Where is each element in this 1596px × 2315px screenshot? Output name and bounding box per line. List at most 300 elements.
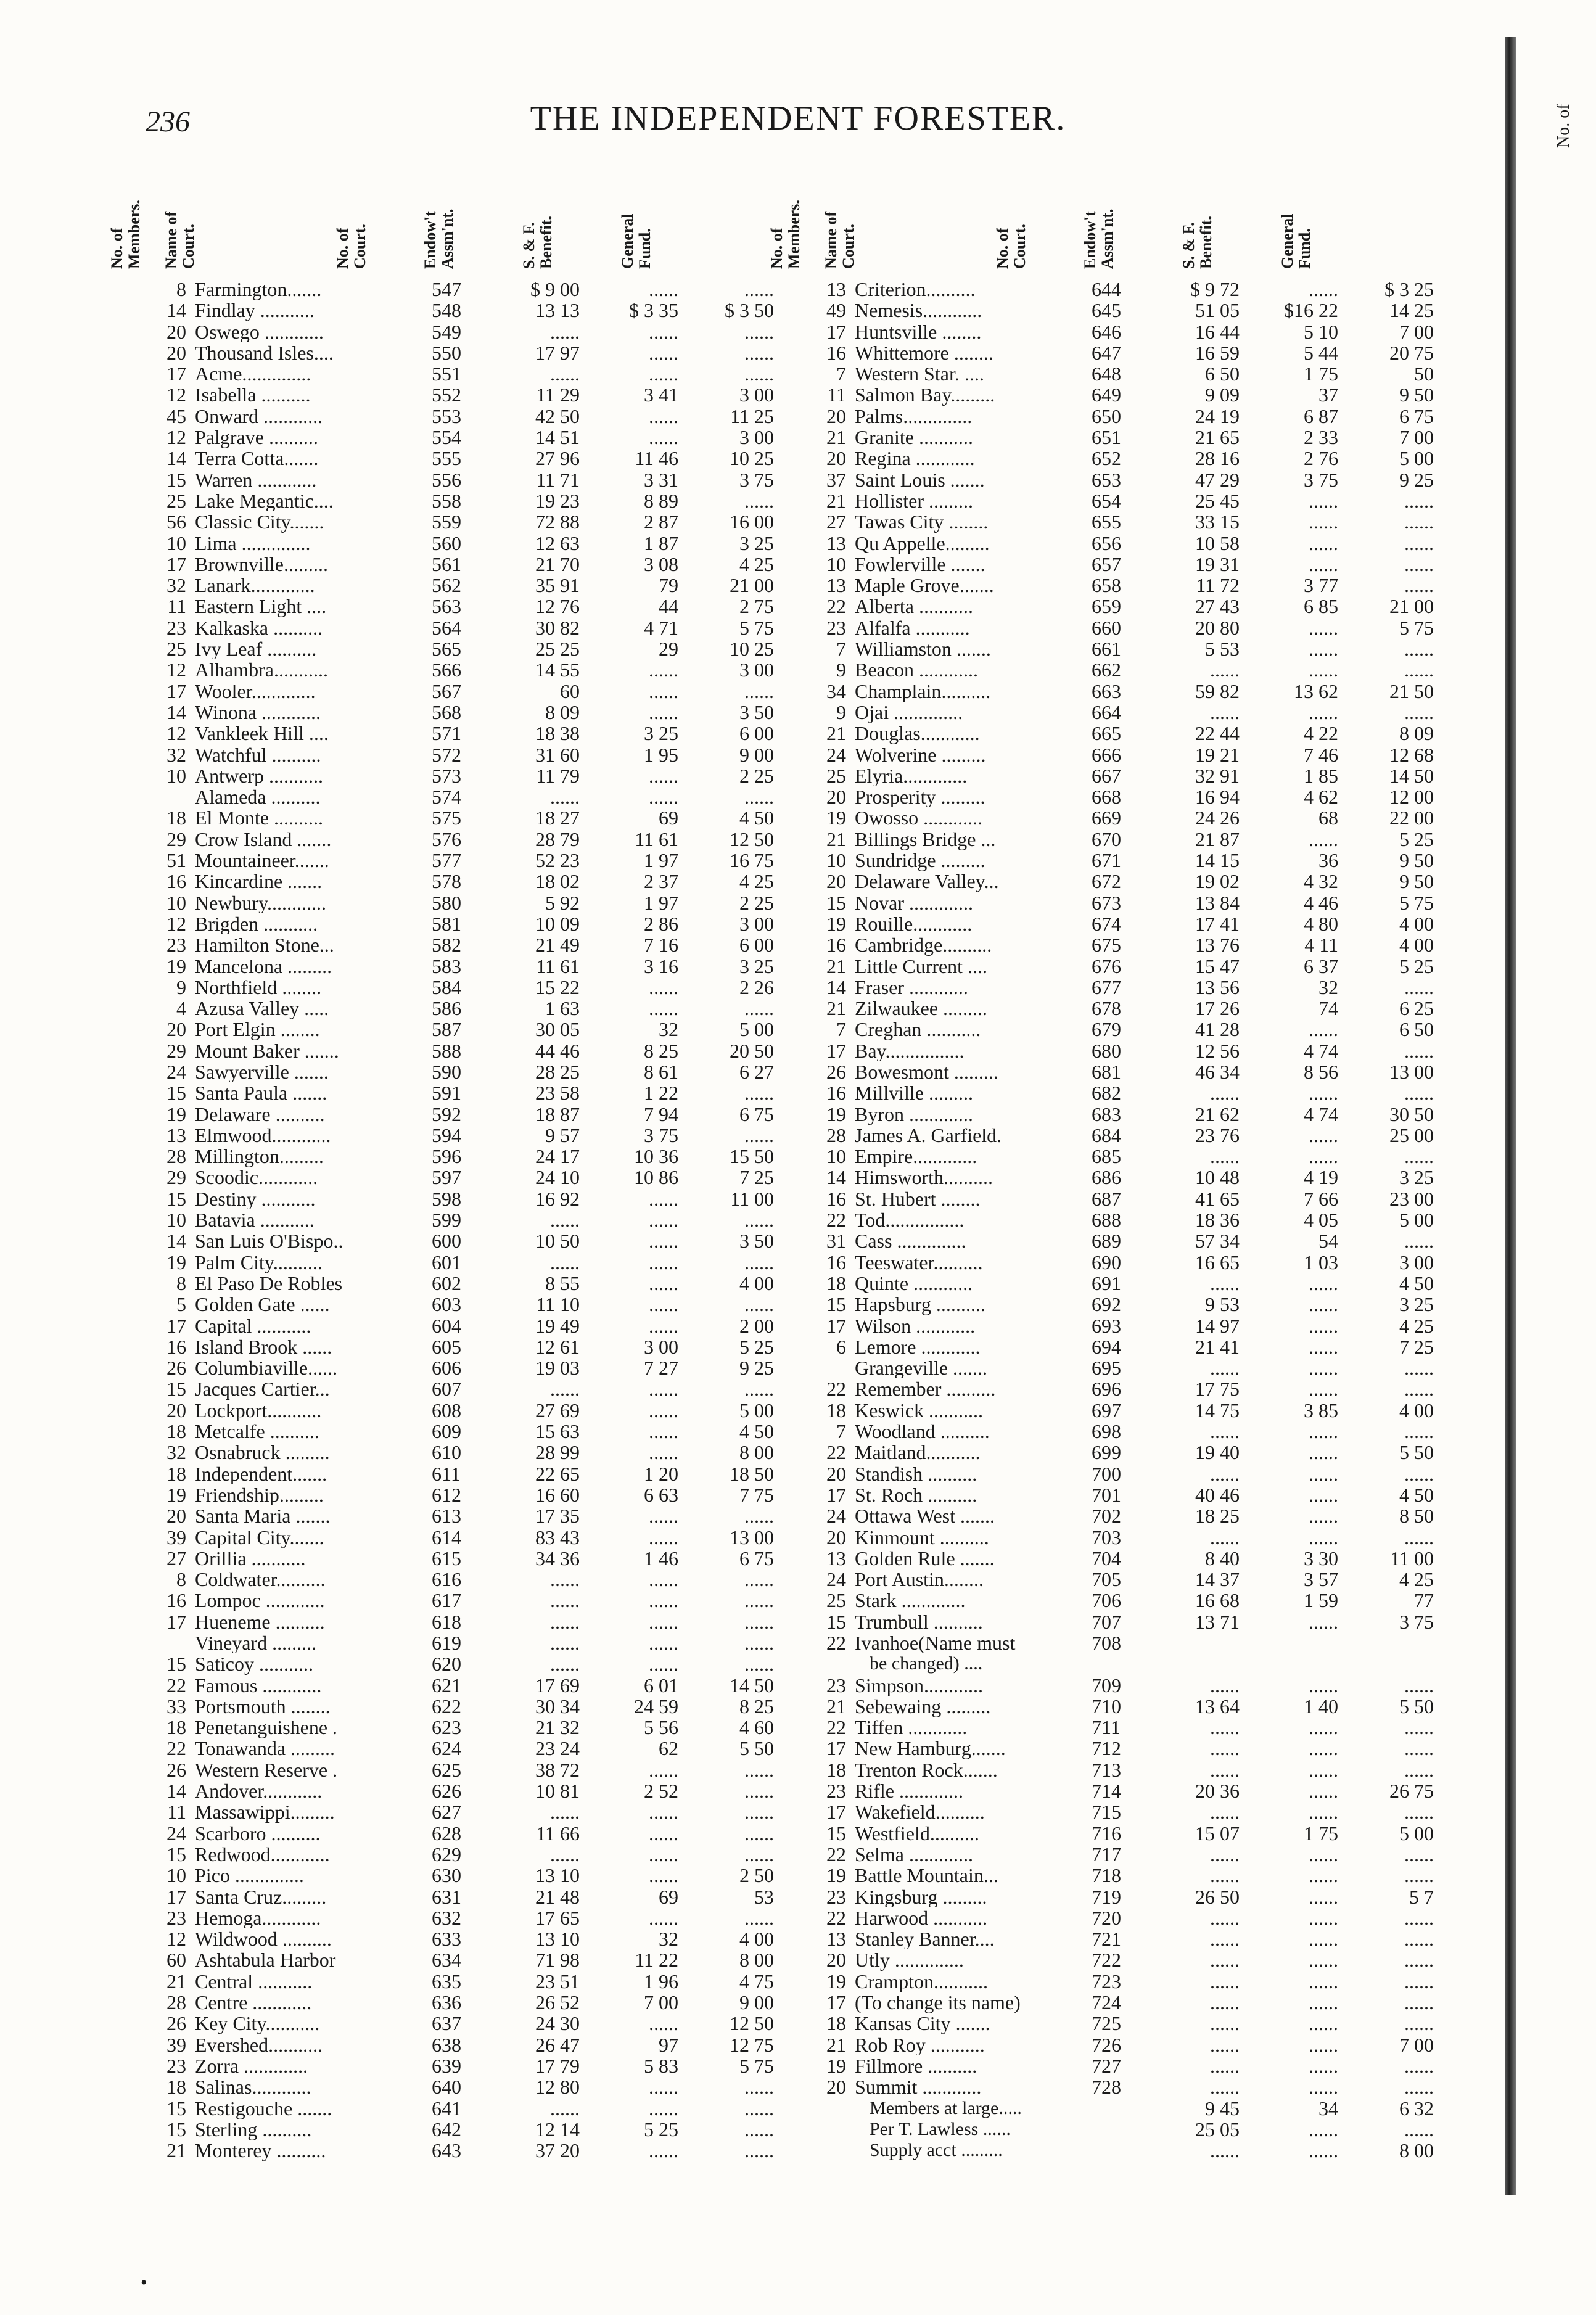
cell-court-name: Rob Roy ........... <box>855 2034 985 2055</box>
cell-members: 25 <box>167 489 186 512</box>
cell-endowment: ...... <box>550 1632 580 1654</box>
cell-court-name: Saint Louis ....... <box>855 469 985 490</box>
cell-general-fund: 14 50 <box>1389 764 1434 787</box>
table-row <box>796 1230 1477 1251</box>
cell-general-fund: ...... <box>1404 532 1434 554</box>
cell-court-number: 678 <box>1092 997 1121 1020</box>
header-label: No. of Court. <box>993 224 1029 269</box>
cell-members: 8 <box>176 278 186 300</box>
cell-court-number: 666 <box>1092 743 1121 766</box>
table-row <box>136 1230 817 1251</box>
table-row <box>136 850 817 871</box>
cell-sf-benefit: ...... <box>649 2012 678 2035</box>
table-row <box>796 1082 1477 1103</box>
cell-court-number: 726 <box>1092 2033 1121 2056</box>
cell-court-number: 617 <box>432 1589 461 1612</box>
cell-general-fund: ...... <box>1404 1462 1434 1485</box>
cell-court-number: 584 <box>432 976 461 998</box>
cell-endowment: 18 38 <box>535 722 580 745</box>
cell-general-fund: 4 50 <box>739 807 774 829</box>
cell-court-number: 677 <box>1092 976 1121 998</box>
cell-court-name: Scarboro .......... <box>195 1822 321 1844</box>
cell-general-fund: 3 50 <box>739 701 774 723</box>
cell-endowment: ...... <box>550 1843 580 1865</box>
cell-members: 26 <box>167 1357 186 1380</box>
cell-general-fund: $ 3 50 <box>725 299 774 322</box>
cell-court-name: Lima .............. <box>195 532 311 554</box>
cell-sf-benefit: 4 19 <box>1304 1166 1338 1189</box>
cell-sf-benefit: ...... <box>1309 1801 1338 1824</box>
table-row <box>136 1209 817 1230</box>
cell-sf-benefit: 1 20 <box>644 1462 678 1485</box>
cell-general-fund: 18 50 <box>730 1462 774 1485</box>
cell-sf-benefit: 3 85 <box>1304 1399 1338 1421</box>
cell-court-number: 602 <box>432 1272 461 1294</box>
cell-general-fund: 3 00 <box>739 659 774 681</box>
cell-court-number: 609 <box>432 1420 461 1443</box>
cell-court-name: Prosperity ......... <box>855 786 985 808</box>
cell-members: 25 <box>826 1589 846 1612</box>
cell-court-number: 649 <box>1092 384 1121 406</box>
cell-general-fund: 14 50 <box>730 1674 774 1696</box>
cell-court-number: 659 <box>1092 595 1121 618</box>
cell-court-number: 614 <box>432 1526 461 1548</box>
cell-general-fund: 12 50 <box>730 2012 774 2035</box>
cell-sf-benefit: ...... <box>1309 489 1338 512</box>
cell-sf-benefit: 6 37 <box>1304 955 1338 977</box>
table-row <box>796 1378 1477 1399</box>
cell-sf-benefit: 3 77 <box>1304 574 1338 597</box>
cell-court-name: Crampton........... <box>855 1970 988 1992</box>
cell-endowment: 27 96 <box>535 447 580 470</box>
cell-sf-benefit: 11 46 <box>635 447 678 470</box>
cell-sf-benefit: 97 <box>659 2033 678 2056</box>
cell-sf-benefit: ...... <box>1309 1272 1338 1294</box>
cell-court-name: Palm City.......... <box>195 1251 323 1273</box>
cell-sf-benefit: 3 00 <box>644 1335 678 1358</box>
cell-members: 22 <box>826 1441 846 1464</box>
cell-court-number: 696 <box>1092 1378 1121 1400</box>
table-row <box>796 1294 1477 1315</box>
cell-endowment: 16 92 <box>535 1187 580 1210</box>
cell-general-fund: ...... <box>744 1822 774 1844</box>
cell-court-name: Delaware .......... <box>195 1103 325 1125</box>
cell-court-number: 631 <box>432 1885 461 1908</box>
cell-general-fund: 5 75 <box>739 616 774 639</box>
table-row <box>136 786 817 807</box>
cell-members: 20 <box>826 1949 846 1972</box>
cell-sf-benefit: 4 11 <box>1304 934 1338 956</box>
cell-members: 15 <box>167 468 186 491</box>
cell-endowment: ...... <box>1210 1145 1240 1168</box>
cell-court-name: Key City........... <box>195 2013 320 2034</box>
cell-court-name: Palgrave .......... <box>195 427 318 448</box>
cell-members: 18 <box>167 1716 186 1739</box>
cell-endowment: 16 68 <box>1195 1589 1240 1612</box>
cell-sf-benefit: ...... <box>1309 1716 1338 1739</box>
cell-general-fund: ...... <box>1404 1716 1434 1739</box>
cell-endowment: 16 94 <box>1195 786 1240 808</box>
cell-court-name: Rifle ............. <box>855 1780 963 1802</box>
cell-general-fund: 3 00 <box>739 912 774 935</box>
cell-sf-benefit: ...... <box>649 1610 678 1633</box>
cell-court-name: Harwood ........... <box>855 1907 988 1929</box>
cell-court-number: 587 <box>432 1018 461 1041</box>
cell-court-number: 694 <box>1092 1335 1121 1358</box>
cell-sf-benefit: 5 56 <box>644 1716 678 1739</box>
table-row <box>136 1569 817 1590</box>
cell-court-number: 615 <box>432 1547 461 1569</box>
cell-court-number: 664 <box>1092 701 1121 723</box>
cell-general-fund: 4 50 <box>1399 1483 1434 1506</box>
cell-sf-benefit: 69 <box>659 807 678 829</box>
cell-court-number: 572 <box>432 743 461 766</box>
cell-court-number: 686 <box>1092 1166 1121 1189</box>
cell-sf-benefit: 5 25 <box>644 2118 678 2140</box>
table-row <box>796 1801 1477 1822</box>
table-row <box>136 2119 817 2140</box>
cell-general-fund: 13 00 <box>730 1526 774 1548</box>
cell-general-fund: ...... <box>1404 1949 1434 1972</box>
cell-general-fund: ...... <box>1404 1843 1434 1865</box>
table-row <box>136 1061 817 1082</box>
cell-general-fund: ...... <box>1404 638 1434 660</box>
cell-general-fund: ...... <box>1404 489 1434 512</box>
cell-members: 19 <box>826 1103 846 1125</box>
table-row <box>136 1527 817 1548</box>
cell-general-fund: 7 25 <box>1399 1335 1434 1358</box>
cell-court-number: 574 <box>432 786 461 808</box>
cell-court-name: Alberta ........... <box>855 596 973 617</box>
cell-general-fund: 9 00 <box>739 743 774 766</box>
table-row <box>136 1590 817 1611</box>
cell-sf-benefit: ...... <box>1309 1843 1338 1865</box>
cell-endowment: 11 72 <box>1196 574 1240 597</box>
cell-endowment: ...... <box>1210 1420 1240 1443</box>
cell-general-fund: 21 00 <box>1389 595 1434 618</box>
cell-court-number: 629 <box>432 1843 461 1865</box>
cell-court-number: 628 <box>432 1822 461 1844</box>
cell-members: 9 <box>176 976 186 998</box>
cell-general-fund: 12 00 <box>1389 786 1434 808</box>
cell-sf-benefit: 10 36 <box>634 1145 678 1168</box>
cell-endowment: 32 91 <box>1195 764 1240 787</box>
cell-court-name: Columbiaville...... <box>195 1357 338 1379</box>
cell-sf-benefit: ...... <box>649 1632 678 1654</box>
cell-endowment: ...... <box>1210 1082 1240 1104</box>
cell-endowment: ...... <box>1210 1864 1240 1887</box>
cell-endowment: 30 82 <box>535 616 580 639</box>
cell-court-name: Famous ............ <box>195 1674 322 1696</box>
cell-court-number: 718 <box>1092 1864 1121 1887</box>
cell-general-fund: 25 00 <box>1389 1124 1434 1146</box>
cell-sf-benefit: 5 83 <box>644 2054 678 2077</box>
cell-members: 15 <box>826 1822 846 1844</box>
cell-court-name: Independent....... <box>195 1463 327 1484</box>
cell-sf-benefit: ...... <box>1309 1441 1338 1464</box>
cell-court-name: Owosso ............ <box>855 807 983 829</box>
cell-members: 14 <box>167 701 186 723</box>
cell-court-name: Wildwood .......... <box>195 1928 332 1950</box>
cell-sf-benefit: 1 97 <box>644 849 678 872</box>
cell-endowment: 10 50 <box>535 1230 580 1252</box>
cell-endowment: 17 41 <box>1195 912 1240 935</box>
table-row <box>796 554 1477 575</box>
table-row <box>136 977 817 998</box>
cell-general-fund: ...... <box>1404 1928 1434 1951</box>
cell-court-number: 592 <box>432 1103 461 1125</box>
cell-court-number: 642 <box>432 2118 461 2140</box>
cell-members: 32 <box>167 574 186 597</box>
cell-members: 20 <box>167 1505 186 1528</box>
cell-court-name: Findlay ........... <box>195 300 315 321</box>
cell-court-name: Granite ........... <box>855 427 973 448</box>
table-row <box>136 279 817 300</box>
cell-members: 20 <box>167 1399 186 1421</box>
cell-general-fund: 8 00 <box>1399 2139 1434 2162</box>
page-title: THE INDEPENDENT FORESTER. <box>530 99 1066 138</box>
cell-members: 13 <box>167 1124 186 1146</box>
cell-court-name: Warren ............ <box>195 469 317 490</box>
cell-sf-benefit: ...... <box>1309 278 1338 300</box>
table-row <box>136 554 817 575</box>
cell-court-number: 597 <box>432 1166 461 1189</box>
cell-general-fund: 16 00 <box>730 511 774 533</box>
cell-court-number: 712 <box>1092 1737 1121 1760</box>
table-row <box>796 490 1477 511</box>
cell-endowment: 14 37 <box>1195 1568 1240 1591</box>
cell-endowment: ...... <box>1210 1970 1240 1992</box>
cell-endowment: ...... <box>1210 1843 1240 1865</box>
cell-court-number: 668 <box>1092 786 1121 808</box>
cell-court-number: 706 <box>1092 1589 1121 1612</box>
cell-court-name: Golden Gate ...... <box>195 1294 330 1315</box>
cell-members: 23 <box>167 1906 186 1929</box>
header-label: Name of Court. <box>162 211 197 269</box>
cell-court-name: Kinmount .......... <box>855 1526 989 1548</box>
cell-sf-benefit: ...... <box>1309 1949 1338 1972</box>
cell-endowment: ...... <box>1210 659 1240 681</box>
table-row <box>136 1738 817 1759</box>
table-row <box>136 1717 817 1738</box>
cell-members: 17 <box>167 1314 186 1337</box>
cell-court-number: 645 <box>1092 299 1121 322</box>
cell-sf-benefit: 7 66 <box>1304 1187 1338 1210</box>
table-row <box>136 1294 817 1315</box>
cell-general-fund: 7 00 <box>1399 426 1434 449</box>
cell-sf-benefit: ...... <box>649 701 678 723</box>
table-row <box>796 1865 1477 1886</box>
cell-endowment: 25 05 <box>1195 2118 1240 2140</box>
cell-members: 28 <box>826 1124 846 1146</box>
table-row <box>796 1463 1477 1484</box>
cell-sf-benefit: 32 <box>1318 976 1338 998</box>
cell-general-fund: 3 25 <box>1399 1166 1434 1189</box>
cell-court-number: 639 <box>432 2054 461 2077</box>
cell-members: 23 <box>826 1885 846 1908</box>
cell-court-name: Western Reserve . <box>195 1759 338 1781</box>
cell-court-name: Hueneme .......... <box>195 1611 325 1632</box>
cell-members: 60 <box>167 1949 186 1972</box>
table-row <box>136 1442 817 1463</box>
cell-endowment: 13 13 <box>535 299 580 322</box>
cell-endowment: ...... <box>550 2097 580 2120</box>
cell-general-fund: ...... <box>744 2118 774 2140</box>
table-row <box>796 533 1477 554</box>
cell-general-fund: 5 75 <box>1399 616 1434 639</box>
cell-endowment: 17 26 <box>1195 997 1240 1020</box>
cell-court-name: Hollister ......... <box>855 490 973 512</box>
cell-endowment: 19 49 <box>535 1314 580 1337</box>
cell-endowment: 24 26 <box>1195 807 1240 829</box>
cell-court-name: Destiny ........... <box>195 1188 316 1210</box>
cell-court-number: 580 <box>432 891 461 914</box>
cell-sf-benefit: ...... <box>649 2139 678 2162</box>
cell-members: 19 <box>826 1864 846 1887</box>
cell-court-name: Himsworth.......... <box>855 1167 993 1188</box>
cell-court-number: 720 <box>1092 1906 1121 1929</box>
cell-general-fund: ...... <box>744 341 774 364</box>
cell-endowment: ...... <box>1210 2076 1240 2099</box>
cell-court-name: Sawyerville ....... <box>195 1061 329 1083</box>
cell-court-number: 701 <box>1092 1483 1121 1506</box>
cell-general-fund: 4 00 <box>1399 934 1434 956</box>
cell-general-fund: 11 00 <box>730 1187 774 1210</box>
cell-court-name: Criterion.......... <box>855 279 976 300</box>
cell-court-name: Redwood............ <box>195 1843 330 1865</box>
cell-endowment: 11 66 <box>536 1822 580 1844</box>
cell-court-number: 653 <box>1092 468 1121 491</box>
cell-court-number: 660 <box>1092 616 1121 639</box>
cell-court-name: Andover............ <box>195 1780 323 1802</box>
cell-general-fund: 3 75 <box>1399 1610 1434 1633</box>
table-row <box>136 829 817 850</box>
cell-endowment: 44 46 <box>535 1039 580 1062</box>
cell-members: 16 <box>167 1335 186 1358</box>
cell-endowment: 19 31 <box>1195 553 1240 575</box>
cell-court-name: Quinte ............ <box>855 1272 973 1294</box>
cell-sf-benefit: ...... <box>649 1230 678 1252</box>
table-row <box>796 2055 1477 2076</box>
cell-court-name: Rouille............ <box>855 913 973 935</box>
cell-sf-benefit: 3 41 <box>644 384 678 406</box>
table-row <box>796 659 1477 680</box>
cell-general-fund: 8 00 <box>739 1441 774 1464</box>
table-row <box>136 1759 817 1780</box>
cell-court-name: Antwerp ........... <box>195 765 323 787</box>
cell-endowment: 11 29 <box>536 384 580 406</box>
cell-sf-benefit: ...... <box>649 363 678 385</box>
cell-court-number: 558 <box>432 489 461 512</box>
table-row <box>136 1971 817 1992</box>
cell-endowment: 20 80 <box>1195 616 1240 639</box>
cell-members: 10 <box>826 849 846 872</box>
table-row <box>136 2055 817 2076</box>
cell-court-name: Hamilton Stone... <box>195 934 334 956</box>
cell-endowment: $ 9 00 <box>530 278 580 300</box>
cell-sf-benefit: 62 <box>659 1737 678 1760</box>
table-row <box>136 2076 817 2097</box>
cell-general-fund: 2 25 <box>739 764 774 787</box>
cell-court-number: 665 <box>1092 722 1121 745</box>
cell-members: 19 <box>167 1251 186 1273</box>
table-row <box>796 977 1477 998</box>
cell-court-number: 568 <box>432 701 461 723</box>
cell-court-name: Tiffen ............ <box>855 1717 968 1738</box>
cell-court-name: Tonawanda ......... <box>195 1738 335 1759</box>
cell-court-name: Penetanguishene . <box>195 1717 338 1738</box>
cell-endowment: 17 79 <box>535 2054 580 2077</box>
cell-endowment: ...... <box>550 1568 580 1591</box>
cell-endowment: ...... <box>550 363 580 385</box>
cell-court-number: 632 <box>432 1906 461 1929</box>
cell-members: 13 <box>826 278 846 300</box>
cell-general-fund: ...... <box>1404 1991 1434 2014</box>
cell-sf-benefit: 4 80 <box>1304 912 1338 935</box>
cell-sf-benefit: 1 75 <box>1304 363 1338 385</box>
cell-general-fund: 12 50 <box>730 828 774 850</box>
cell-endowment: ...... <box>550 1251 580 1273</box>
table-row <box>136 956 817 977</box>
table-row <box>796 1696 1477 1717</box>
cell-general-fund: ...... <box>744 2097 774 2120</box>
cell-court-name: Fraser ............ <box>855 976 968 998</box>
table-row <box>796 1336 1477 1357</box>
cell-endowment: 30 34 <box>535 1695 580 1717</box>
cell-court-number: 575 <box>432 807 461 829</box>
cell-sf-benefit: 10 86 <box>634 1166 678 1189</box>
cell-sf-benefit: 7 94 <box>644 1103 678 1125</box>
cell-sf-benefit: 4 71 <box>644 616 678 639</box>
cell-members: 21 <box>826 997 846 1020</box>
cell-court-name: Ojai .............. <box>855 701 963 723</box>
header-label: No. of Members. <box>768 200 803 269</box>
cell-members: 19 <box>826 2054 846 2077</box>
cell-general-fund: 16 75 <box>730 849 774 872</box>
cell-court-name: Lanark............. <box>195 575 315 596</box>
cell-endowment: 41 65 <box>1195 1187 1240 1210</box>
cell-endowment: 38 72 <box>535 1758 580 1781</box>
cell-court-name: Kansas City ....... <box>855 2013 990 2034</box>
cell-general-fund: 8 50 <box>1399 1505 1434 1528</box>
table-row <box>796 1188 1477 1209</box>
cell-general-fund: 6 25 <box>1399 997 1434 1020</box>
cell-court-number: 684 <box>1092 1124 1121 1146</box>
table-row <box>796 807 1477 828</box>
cell-sf-benefit: 3 25 <box>644 722 678 745</box>
table-row <box>136 1992 817 2013</box>
cell-court-name: Millington......... <box>195 1146 324 1167</box>
cell-sf-benefit: 2 52 <box>644 1780 678 1803</box>
cell-members: 16 <box>826 1187 846 1210</box>
cell-members: 16 <box>167 1589 186 1612</box>
cell-endowment: 35 91 <box>535 574 580 597</box>
cell-endowment: 14 97 <box>1195 1314 1240 1337</box>
cell-court-number: 727 <box>1092 2054 1121 2077</box>
cell-general-fund: 5 50 <box>1399 1441 1434 1464</box>
cell-endowment: 13 56 <box>1195 976 1240 998</box>
table-row <box>136 807 817 828</box>
cell-court-name: Watchful .......... <box>195 744 321 765</box>
cell-court-name: Alameda .......... <box>195 786 321 808</box>
cell-general-fund: ...... <box>1404 2118 1434 2140</box>
cell-sf-benefit: ...... <box>1309 616 1338 639</box>
cell-sf-benefit: ...... <box>1309 1505 1338 1528</box>
cell-members: 18 <box>826 1399 846 1421</box>
cell-sf-benefit: ...... <box>1309 1906 1338 1929</box>
cell-court-name: Standish .......... <box>855 1463 977 1484</box>
cell-members: 56 <box>167 511 186 533</box>
